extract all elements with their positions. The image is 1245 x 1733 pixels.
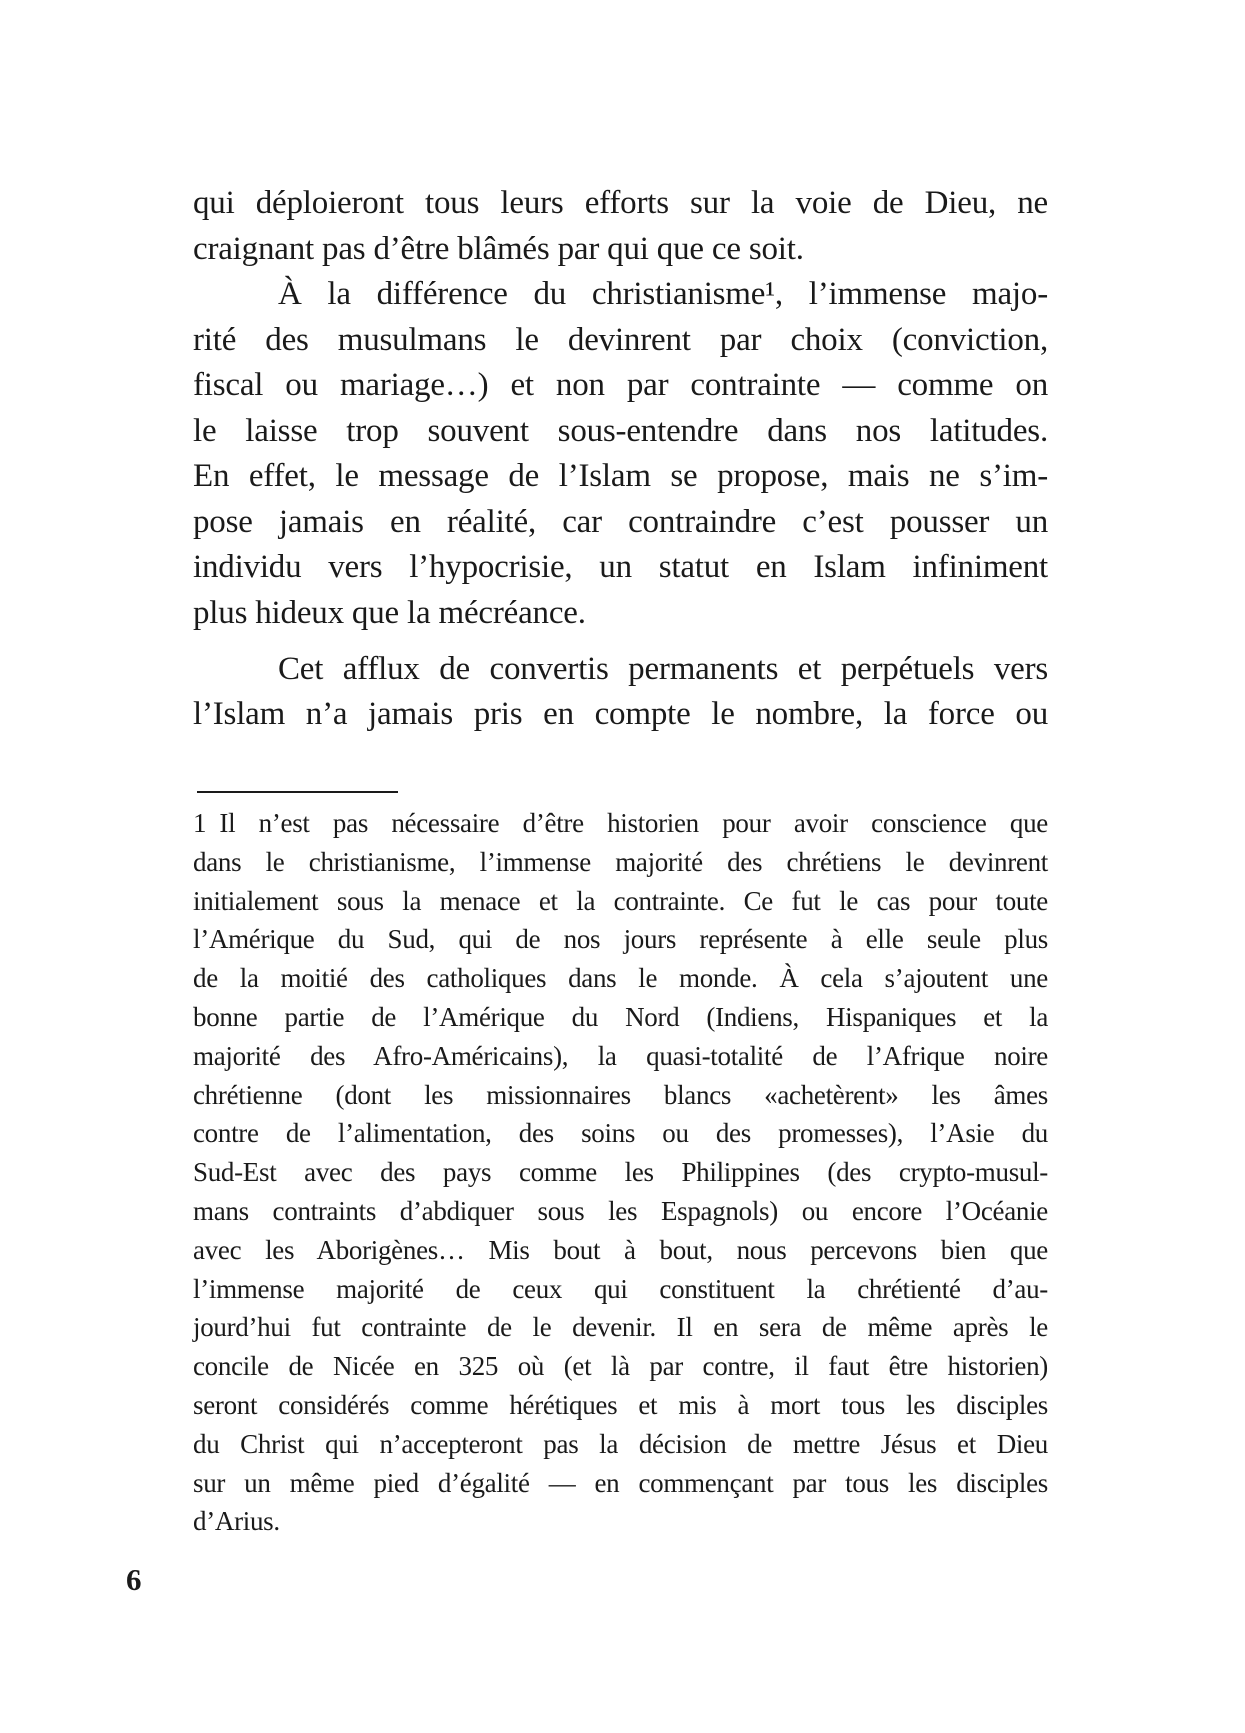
text-line: Cet afflux de convertis permanents et perpétuels vers xyxy=(278,650,1048,687)
footnote-line: de la moitié des catholiques dans le monde. À cela s’ajoutent une xyxy=(193,963,1048,994)
footnote-line: concile de Nicée en 325 où (et là par contre, il faut être historien) xyxy=(193,1351,1048,1382)
footnote-line: chrétienne (dont les missionnaires blancs «achetèrent» les âmes xyxy=(193,1079,1048,1110)
page-number: 6 xyxy=(126,1562,142,1597)
text-line: En effet, le message de l’Islam se propose, mais ne s’im- xyxy=(193,458,1048,494)
footnote-line: initialement sous la menace et la contrainte. Ce fut le cas pour toute xyxy=(193,885,1048,916)
footnote-line: dans le christianisme, l’immense majorité des chrétiens le devinrent xyxy=(193,846,1048,877)
text-line: l’Islam n’a jamais pris en compte le nombre, la force ou xyxy=(193,696,1048,732)
text-line: le laisse trop souvent sous-entendre dans nos latitudes. xyxy=(193,412,1048,449)
footnote-line: seront considérés comme hérétiques et mis à mort tous les disciples xyxy=(193,1389,1048,1420)
footnote-line: majorité des Afro-Américains), la quasi-totalité de l’Afrique noire xyxy=(193,1040,1048,1071)
body-text xyxy=(193,181,1048,738)
footnote-line: l’Amérique du Sud, qui de nos jours représente à elle seule plus xyxy=(193,924,1048,955)
footnote-line: 1 Il n’est pas nécessaire d’être historien pour avoir conscience que xyxy=(193,808,1048,838)
text-line: craignant pas d’être blâmés par qui que ce soit. xyxy=(193,230,804,267)
footnote-separator-rule xyxy=(197,791,398,793)
footnote-line: bonne partie de l’Amérique du Nord (Indiens, Hispaniques et la xyxy=(193,1001,1048,1032)
paragraph xyxy=(193,272,1048,636)
paragraph xyxy=(193,647,1048,738)
text-line: qui déploieront tous leurs efforts sur la voie de Dieu, ne xyxy=(193,185,1048,221)
text-line: fiscal ou mariage…) et non par contrainte — comme on xyxy=(193,367,1048,403)
footnote-line: l’immense majorité de ceux qui constituent la chrétienté d’au- xyxy=(193,1273,1048,1304)
footnote-line: contre de l’alimentation, des soins ou des promesses), l’Asie du xyxy=(193,1118,1048,1149)
text-line: individu vers l’hypocrisie, un statut en Islam infiniment xyxy=(193,549,1048,585)
text-line: rité des musulmans le devinrent par choix (conviction, xyxy=(193,321,1048,358)
footnote-line: du Christ qui n’accepteront pas la décision de mettre Jésus et Dieu xyxy=(193,1428,1048,1459)
footnote xyxy=(193,804,1048,1541)
text-line: À la différence du christianisme¹, l’immense majo- xyxy=(278,276,1048,312)
footnote-line: Sud-Est avec des pays comme les Philippines (des crypto-musul- xyxy=(193,1157,1048,1188)
footnote-line: sur un même pied d’égalité — en commençant par tous les disciples xyxy=(193,1467,1048,1498)
footnote-line: d’Arius. xyxy=(193,1506,280,1537)
footnote-line: jourd’hui fut contrainte de le devenir. Il en sera de même après le xyxy=(193,1312,1048,1343)
paragraph xyxy=(193,181,1048,272)
footnote-line: avec les Aborigènes… Mis bout à bout, nous percevons bien que xyxy=(193,1234,1048,1265)
text-line: plus hideux que la mécréance. xyxy=(193,594,586,631)
text-line: pose jamais en réalité, car contraindre c’est pousser un xyxy=(193,503,1048,540)
footnote-line: mans contraints d’abdiquer sous les Espagnols) ou encore l’Océanie xyxy=(193,1195,1048,1226)
